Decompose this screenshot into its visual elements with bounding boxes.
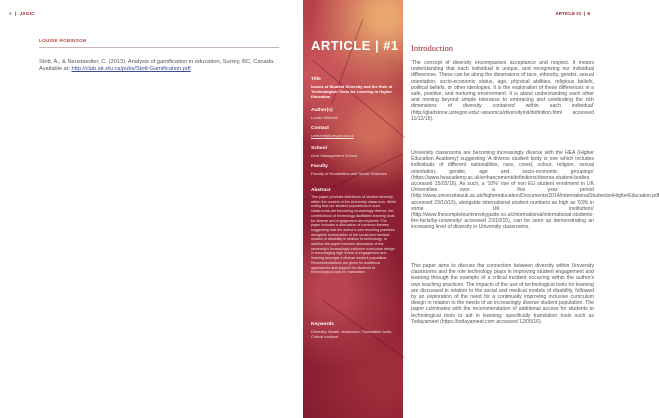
article-label: ARTICLE | #1 — [311, 38, 399, 53]
introduction-heading: Introduction — [411, 43, 454, 53]
faculty-value: Faculty of Humanities and Social Sciences — [311, 171, 387, 176]
reference-citation — [39, 59, 285, 73]
school-value: Kent Management School — [311, 153, 358, 158]
abstract-label: Abstract — [311, 188, 331, 193]
title-label: Title — [311, 77, 321, 82]
left-page — [0, 0, 303, 418]
right-header-label: ARTICLE #1 — [555, 11, 582, 16]
left-page-number: 5 — [9, 11, 12, 16]
right-page-number: 6 — [587, 11, 590, 16]
paragraph: This paper aims to discuss the connection between diversity within University classrooms and the role technology plays in improving student engagement and learning through the example of a critical incident occurring within the author's own teaching practices. The impacts of the use of technological tools for learning are discussed in relation to the social and medical models of disability, followed by an exploration of the need for a continually improving inclusive curriculum design in relation to the needs of an increasingly diverse student population. The paper culminates with the recommendation of additional access for students to technological tools to aid in learning; specifically translation tools such as Todayameet (https://todayameet.com accessed 12/05/16). — [411, 263, 594, 325]
left-header-label: JAGIC — [19, 11, 35, 16]
article-info-panel — [303, 0, 403, 418]
right-running-header: ARTICLE #1 | 6 — [555, 11, 590, 16]
abstract-value: This paper provides definitions of student diversity within the context of the University classroom. While noting that our student populations in such classrooms are becoming increasingly diverse, the contributions of technology-facilitated learning tools for diverse and engagement are explored. The paper includes a discussion of common themes suggesting that the author's own teaching practices alongside examination of the social and medical models of disability in relation to technology. In addition the paper includes discussion of the university's increasingly inclusive curriculum design in encouraging high levels of engagement and learning amongst a diverse student population. Recommendations are given for additional approaches and support for students to technological tools for translation. — [311, 195, 397, 275]
left-running-header: 5 | JAGIC — [9, 11, 35, 16]
contact-label: Contact — [311, 126, 329, 131]
school-label: School — [311, 146, 327, 151]
faculty-label: Faculty — [311, 164, 328, 169]
author-value: Louise Mitchell — [311, 115, 338, 120]
paragraph: University classrooms are becoming increasingly diverse with the HEA (Higher Education Academy) suggesting 'A diverse student body is one which includes individuals of different nationalities, race, creed, colour, religion, sexual orientation, gender, age and socio-economic groupings' (https://www.heacademy.ac.uk/enhancement/definitions/diverse-student-bodies accessed 15/02/16). As such, a '10%' rise of non EU student enrolment in UK Universities over a five year period (http://www.universitiesuk.ac.uk/highereducation/Documents/2014/InternationalStudentsinHigherEducation.pdf accessed 23/10/15), alongside international student numbers as high as '63% in some UK institutions' (http://www.thecompleteuniversityguide.co.uk/international/international-students-the-facts/by-university/ accessed 23/10/15), can be seen as demonstrating an increasing level of diversity in University classrooms. — [411, 150, 659, 231]
keywords-label: Keywords — [311, 322, 334, 327]
author-divider — [39, 47, 279, 48]
keywords-value: Diversity, Model, classroom, Translation tools, Critical incident — [311, 329, 393, 339]
right-page — [303, 0, 659, 418]
author-heading: LOUISE ROBINSON — [39, 38, 87, 43]
branch-decoration — [303, 154, 403, 201]
contact-email-link[interactable]: l.mitchell@uregon.ac.uk — [311, 133, 354, 138]
paragraph: 'The concept of diversity encompasses acceptance and respect. It means understanding that each individual is unique, and recognizing our individual differences. These can be along the dimensions of race, ethnicity, gender, sexual orientation, socio-economic status, age, physical abilities, religious beliefs, political beliefs, or other ideologies. It is the exploration of these differences in a safe, positive, and nurturing environment. It is about understanding each other and moving beyond simple tolerance to embracing and celebrating the rich dimensions of diversity contained within each individual' (http://gladstone.uoregon.edu/~asuomca/diversityinit/definition.html accessed 11/12/15). — [411, 60, 594, 122]
citation-link[interactable]: http://clab.iat.sfu.ca/pubs/Stott-Gamification.pdf — [71, 66, 191, 73]
citation-text: Stott, A., & Neustaedter, C. (2013). Analysis of gamification in education, Surrey, BC, Canada. Available at: — [39, 59, 275, 73]
author-label: Author(s) — [311, 108, 333, 113]
title-value: Issues of Student Diversity and the Role of Technological Tools for Learning in Higher Education — [311, 84, 393, 99]
